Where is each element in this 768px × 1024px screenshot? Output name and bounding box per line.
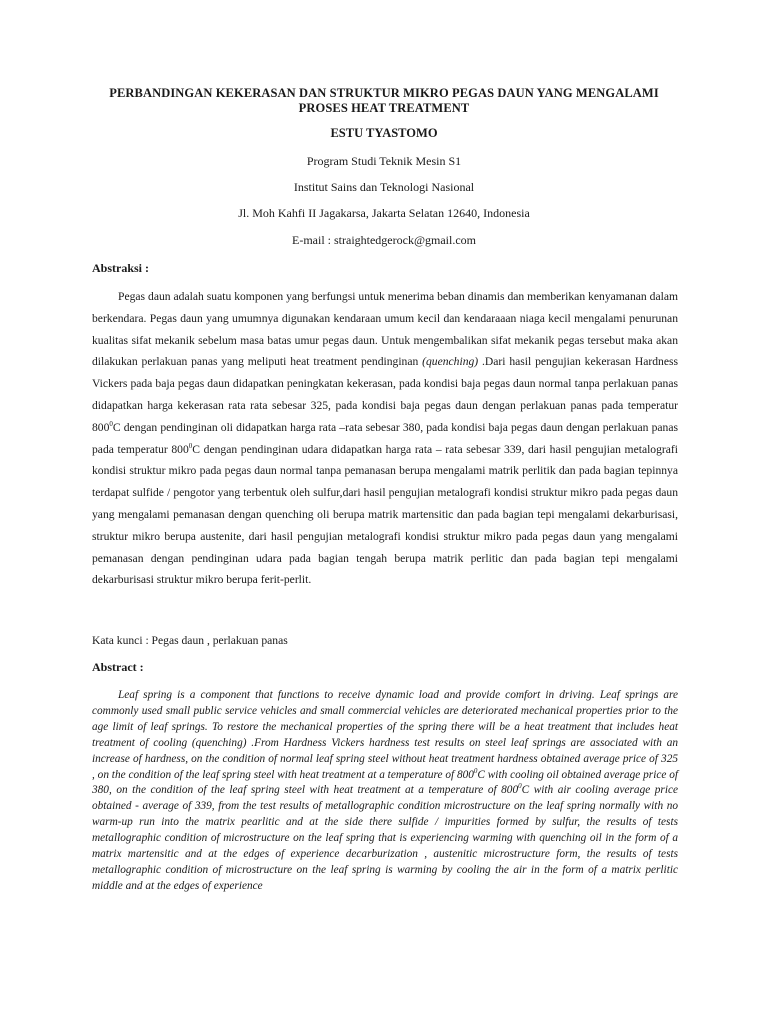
degree-superscript: 0 (109, 419, 113, 428)
abstract-paragraph (92, 688, 678, 895)
author-name: ESTU TYASTOMO (330, 126, 438, 140)
abstraksi-quenching: (quenching) (422, 355, 479, 369)
title-line-1: PERBANDINGAN KEKERASAN DAN STRUKTUR MIKRO PEGAS DAUN YANG MENGALAMI (109, 86, 659, 100)
degree-superscript: 0 (473, 766, 478, 775)
affiliation-email: E-mail : straightedgerock@gmail.com (292, 233, 476, 247)
degree-superscript: 0 (518, 782, 522, 791)
degree-superscript: 0 (188, 441, 193, 450)
abstraksi-text-4: C dengan pendinginan udara didapatkan harga rata – rata sebesar 339, dari hasil pengujian metalografi kondisi struktur mikro pada pegas daun normal tanpa pemanasan berupa mengalami matrik perlitik dan pada bagian tepinnya terdapat sulfide / pengotor yang terbentuk oleh sulfur,dari hasil pengujian metalografi kondisi struktur mikro pada pegas daun yang mengalami pemanasan dengan quenching oli berupa matrik martensitic dan pada bagian tepi mengalami dekarburisasi, struktur mikro berupa austenite, dari hasil pengujian metalografi kondisi struktur mikro pada pegas daun yang mengalami pemanasan dengan pendinginan udara pada bagian tengah berupa matrik perlitic dan pada bagian tepi mengalami dekarburisasi struktur mikro berupa ferit-perlit. (92, 442, 678, 587)
abstraksi-paragraph (92, 286, 678, 591)
keywords: Kata kunci : Pegas daun , perlakuan panas (92, 634, 288, 647)
abstract-heading: Abstract : (92, 660, 144, 674)
abstraksi-heading: Abstraksi : (92, 261, 150, 275)
abstract-text-3: C with air cooling average price obtained - average of 339, from the test results of metallographic condition microstructure on the leaf spring normally with no warm-up run into the matrix pearlitic and at the side there sulfide / impurities formed by sulfur, the results of tests metallographic condition of microstructure on the leaf spring that is experiencing warming with quenching oil in the form of a matrix martensitic and at the edges of experience decarburization , austenitic microstructure form, the results of tests metallographic condition of microstructure on the leaf spring is warming by cooling the air in the form of a matrix perlitic middle and at the edges of experience (92, 784, 678, 892)
title-line-2: PROSES HEAT TREATMENT (298, 101, 470, 115)
abstract-text-1: Leaf spring is a component that functions to receive dynamic load and provide comfort in driving. Leaf springs are commonly used small public service vehicles and small commercial vehicles are deteriorated mechanical properties prior to the age limit of leaf springs. To restore the mechanical properties of the spring there will be a heat treatment that includes heat treatment of cooling (quenching) .From Hardness Vickers hardness test results on steel leaf springs are associated with an increase of hardness, on the condition of normal leaf spring steel without heat treatment hardness obtained average price of 325 , on the condition of the leaf spring steel with heat treatment at a temperature of 800 (92, 689, 678, 781)
abstraksi-text-3: C dengan pendinginan oli didapatkan harga rata –rata sebesar 380, pada kondisi baja pegas daun dengan perlakuan panas pada temperatur 800 (92, 420, 678, 456)
abstraksi-text-1: Pegas daun adalah suatu komponen yang berfungsi untuk menerima beban dinamis dan memberikan kenyamanan dalam berkendara. Pegas daun yang umumnya digunakan kendaraan umum kecil dan kendaraaan niaga kecil mengalami penurunan kualitas sifat mekanik sebelum masa batas umur pegas daun. Untuk mengembalikan sifat mekanik pegas tersebut maka akan dilakukan perlakuan panas yang meliputi heat treatment pendinginan (92, 290, 678, 369)
affiliation-program: Program Studi Teknik Mesin S1 (306, 154, 462, 168)
affiliation-institute: Institut Sains dan Teknologi Nasional (293, 180, 475, 194)
abstract-text-2: C with cooling oil obtained average price of 380, on the condition of the leaf spring steel with heat treatment at a temperature of 800 (92, 768, 678, 797)
affiliation-address: Jl. Moh Kahfi II Jagakarsa, Jakarta Selatan 12640, Indonesia (238, 206, 530, 220)
abstraksi-text-2: .Dari hasil pengujian kekerasan Hardness Vickers pada baja pegas daun didapatkan peningkatan kekerasan, pada kondisi baja pegas daun normal tanpa perlakuan panas didapatkan harga kekerasan rata rata sebesar 325, pada kondisi baja pegas daun dengan perlakuan panas pada temperatur 800 (92, 355, 678, 434)
paper-title (80, 86, 688, 116)
